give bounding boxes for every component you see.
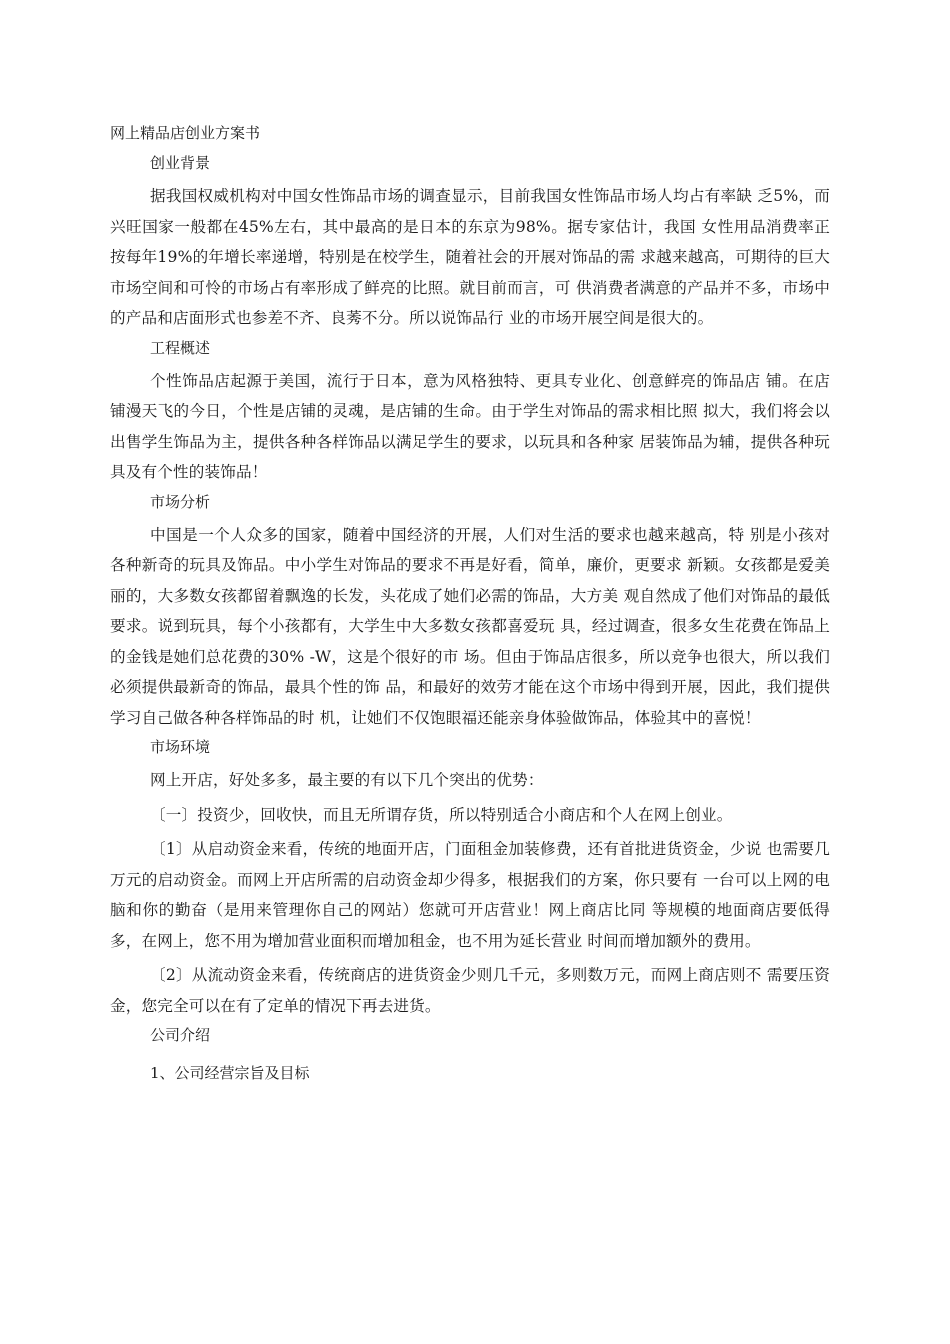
section-heading-market-environment: 市场环境: [150, 738, 211, 756]
list-item-working-capital: 〔2〕从流动资金来看，传统商店的进货资金少则几千元，多则数万元，而网上商店则不 需要压资金，您完全可以在有了定单的情况下再去进货。: [110, 966, 830, 1015]
section-heading-overview: 工程概述: [150, 338, 211, 357]
subheading-company-goals: 1、公司经营宗旨及目标: [150, 1064, 310, 1082]
list-item-startup-capital: 〔1〕从启动资金来看，传统的地面开店，门面租金加装修费，还有首批进货资金，少说 也需要几万元的启动资金。而网上开店所需的启动资金却少得多，根据我们的方案，你只要有 一台可以上网的电脑和你的勤奋（是用来管理你自己的网站）您就可开店营业！网上商店比同 等规模的地面商店要低得多，在网上，您不用为增加营业面积而增加租金，也不用为延长营业 时间而增加额外的费用。: [110, 840, 830, 950]
section-heading-market-analysis: 市场分析: [150, 492, 211, 511]
list-item-advantage-1: 〔一〕投资少，回收快，而且无所谓存货，所以特别适合小商店和个人在网上创业。: [150, 805, 733, 824]
document-title: 网上精品店创业方案书: [110, 124, 261, 142]
paragraph-market-analysis: 中国是一个人众多的国家，随着中国经济的开展，人们对生活的要求也越来越高，特 别是小孩对各种新奇的玩具及饰品。中小学生对饰品的要求不再是好看，简单，廉价，更要求 新颖。女孩都是爱美丽的，大多数女孩都留着飘逸的长发，头花成了她们必需的饰品，大方美 观自然成了他们对饰品的最低要求。说到玩具，每个小孩都有，大学生中大多数女孩都喜爱玩 具，经过调查，很多女生花费在饰品上的金钱是她们总花费的30% -W，这是个很好的市 场。但由于饰品店很多，所以竞争也很大，所以我们必须提供最新奇的饰品，最具个性的饰 品，和最好的效劳才能在这个市场中得到开展，因此，我们提供学习自己做各种各样饰品的时 机，让她们不仅饱眼福还能亲身体验做饰品，体验其中的喜悦！: [110, 525, 830, 727]
section-heading-background: 创业背景: [150, 154, 211, 172]
section-heading-company-intro: 公司介绍: [150, 1026, 211, 1044]
paragraph-market-environment-intro: 网上开店，好处多多，最主要的有以下几个突出的优势：: [150, 771, 544, 789]
paragraph-background: 据我国权威机构对中国女性饰品市场的调查显示，目前我国女性饰品市场人均占有率缺 乏5%，而兴旺国家一般都在45%左右，其中最高的是日本的东京为98%。据专家估计，我国 女性用品消费率正按每年19%的年增长率递增，特别是在校学生，随着社会的开展对饰品的需 求越来越高，可期待的巨大市场空间和可怜的市场占有率形成了鲜亮的比照。就目前而言，可 供消费者满意的产品并不多，市场中的产品和店面形式也参差不齐、良莠不分。所以说饰品行 业的市场开展空间是很大的。: [110, 187, 830, 327]
document-page: [110, 123, 830, 1083]
paragraph-overview: 个性饰品店起源于美国，流行于日本，意为风格独特、更具专业化、创意鲜亮的饰品店 铺。在店铺漫天飞的今日，个性是店铺的灵魂，是店铺的生命。由于学生对饰品的需求相比照 拟大，我们将会以出售学生饰品为主，提供各种各样饰品以满足学生的要求，以玩具和各种家 居装饰品为辅，提供各种玩具及有个性的装饰品！: [110, 371, 830, 481]
